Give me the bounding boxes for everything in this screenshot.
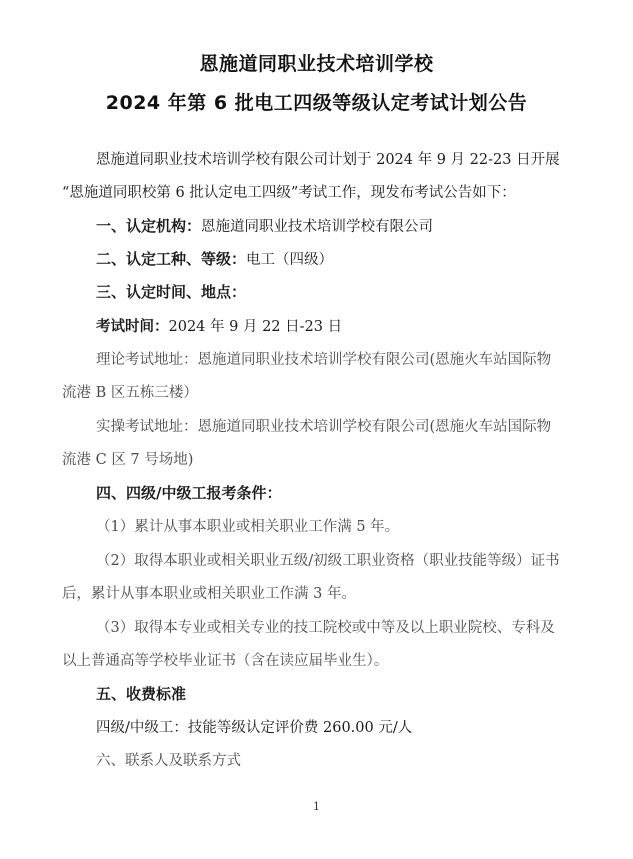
document-title-notice: 2024 年第 6 批电工四级等级认定考试计划公告 bbox=[105, 92, 528, 114]
section-6-label: 六、联系人及联系方式 bbox=[96, 753, 241, 769]
practical-address-line-1: 实操考试地址：恩施道同职业技术培训学校有限公司(恩施火车站国际物 bbox=[96, 419, 552, 435]
section-3-label: 三、认定时间、地点： bbox=[96, 283, 247, 301]
fee-line: 四级/中级工：技能等级认定评价费 260.00 元/人 bbox=[96, 720, 413, 736]
section-1 bbox=[96, 215, 433, 236]
exam-time-value: 2024 年 9 月 22 日-23 日 bbox=[168, 319, 343, 335]
exam-time bbox=[96, 315, 342, 336]
condition-2-line-1: （2）取得本职业或相关职业五级/初级工职业资格（职业技能等级）证书 bbox=[96, 553, 560, 569]
section-2-label: 二、认定工种、等级： bbox=[96, 250, 247, 268]
exam-time-label: 考试时间： bbox=[96, 319, 169, 335]
section-2 bbox=[96, 248, 333, 269]
condition-3-line-2: 以上普通高等学校毕业证书（含在读应届毕业生）。 bbox=[62, 653, 389, 669]
condition-3-line-1: （3）取得本专业或相关专业的技工院校或中等及以上职业院校、专科及 bbox=[96, 620, 555, 636]
section-4-label: 四、四级/中级工报考条件： bbox=[96, 484, 282, 502]
section-5-label: 五、收费标准 bbox=[96, 685, 187, 703]
condition-2-line-2: 后，累计从事本职业或相关职业工作满 3 年。 bbox=[62, 586, 356, 602]
document-title-school: 恩施道同职业技术培训学校 bbox=[199, 53, 434, 75]
theory-address-line-1: 理论考试地址：恩施道同职业技术培训学校有限公司(恩施火车站国际物 bbox=[96, 352, 552, 368]
section-1-label: 一、认定机构： bbox=[96, 217, 202, 235]
condition-1: （1）累计从事本职业或相关职业工作满 5 年。 bbox=[96, 519, 400, 535]
intro-paragraph-line-2: “恩施道同职校第 6 批认定电工四级”考试工作，现发布考试公告如下： bbox=[62, 185, 516, 201]
theory-address-line-2: 流港 B 区五栋三楼） bbox=[62, 385, 198, 401]
page-number: 1 bbox=[313, 800, 320, 813]
intro-paragraph-line-1: 恩施道同职业技术培训学校有限公司计划于 2024 年 9 月 22-23 日开展 bbox=[96, 152, 560, 168]
section-1-value: 恩施道同职业技术培训学校有限公司 bbox=[201, 219, 434, 235]
section-2-value: 电工（四级） bbox=[246, 252, 334, 268]
practical-address-line-2: 流港 C 区 7 号场地) bbox=[62, 452, 194, 468]
